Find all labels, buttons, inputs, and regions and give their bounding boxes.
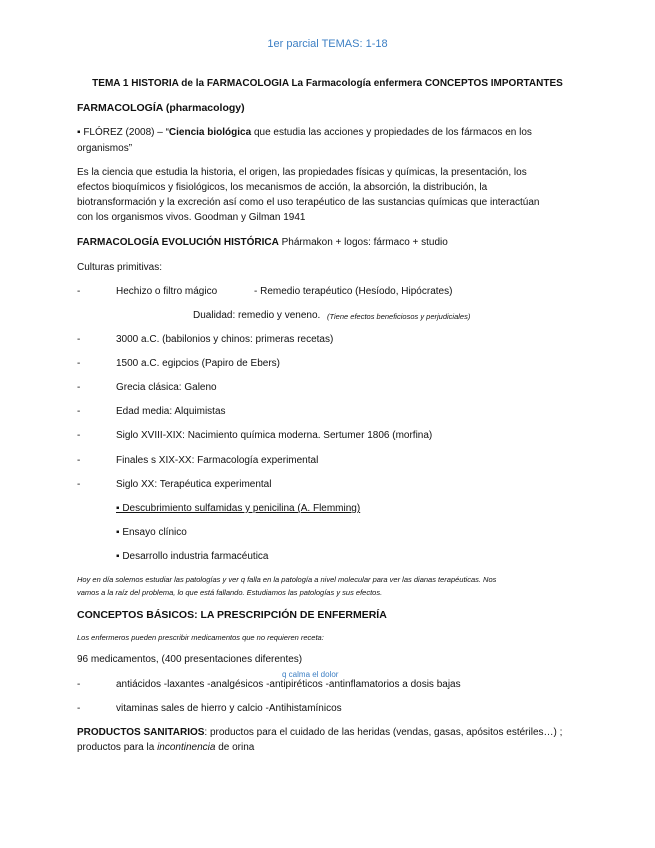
header-title: 1er parcial TEMAS: 1-18: [267, 38, 388, 50]
culturas-label: Culturas primitivas:: [77, 262, 163, 273]
paragraph-line: biotransformación y la excreción así como el uso terapéutico de las sustancias químicas que interactúan: [77, 197, 540, 208]
page-title: TEMA 1 HISTORIA de la FARMACOLOGIA La Farmacología enfermera CONCEPTOS IMPORTANTES: [92, 78, 563, 89]
note-line: vamos a la raíz del problema, lo que está fallando. Estudiamos las patologías y sus efectos.: [77, 588, 383, 597]
hechizo-item: Hechizo o filtro mágico: [116, 286, 218, 297]
productos-line2-pre: productos para la: [77, 742, 158, 753]
list-dash: -: [77, 382, 81, 393]
productos-line2-post: de orina: [215, 742, 255, 753]
dualidad-item: Dualidad: remedio y veneno.: [193, 310, 321, 321]
list-dash: -: [77, 286, 81, 297]
medicamentos-list: antiácidos -laxantes -analgésicos -antipiréticos -antinflamatorios a dosis bajas: [116, 679, 461, 690]
list-dash: -: [77, 703, 81, 714]
florez-bold: Ciencia biológica: [168, 127, 252, 138]
timeline-item: Edad media: Alquimistas: [116, 406, 226, 417]
calma-annotation: q calma el dolor: [282, 670, 339, 679]
list-dash: -: [77, 679, 81, 690]
paragraph-line: Es la ciencia que estudia la historia, el origen, las propiedades físicas y químicas, la presentación, los: [77, 167, 527, 178]
sub-bullet-item: ▪ Ensayo clínico: [116, 527, 187, 538]
paragraph-line: con los organismos vivos. Goodman y Gilman 1941: [77, 212, 306, 223]
remedio-item: - Remedio terapéutico (Hesíodo, Hipócrates): [254, 286, 453, 297]
list-dash: -: [77, 334, 81, 345]
enfermeros-note: Los enfermeros pueden prescribir medicamentos que no requieren receta:: [77, 633, 324, 642]
evolucion-rest: Phármakon + logos: fármaco + studio: [278, 237, 448, 248]
dualidad-note: (Tiene efectos beneficiosos y perjudiciales): [327, 312, 471, 321]
list-dash: -: [77, 406, 81, 417]
farmacologia-heading: FARMACOLOGÍA (pharmacology): [77, 102, 245, 114]
list-dash: -: [77, 430, 81, 441]
medicamentos-list: vitaminas sales de hierro y calcio -Antihistamínicos: [116, 703, 342, 714]
list-dash: -: [77, 479, 81, 490]
bullet-icon: ▪: [77, 127, 81, 138]
timeline-item: Siglo XVIII-XIX: Nacimiento química moderna. Sertumer 1806 (morfina): [116, 430, 433, 441]
florez-rest: que estudia las acciones y propiedades de los fármacos en los: [251, 127, 532, 138]
timeline-item: Finales s XIX-XX: Farmacología experimental: [116, 455, 319, 466]
florez-line: [77, 127, 532, 138]
florez-author: FLÓREZ (2008) – “: [83, 127, 169, 138]
productos-line2-italic: incontinencia: [157, 742, 216, 753]
timeline-item: Grecia clásica: Galeno: [116, 382, 217, 393]
productos-line-2: [77, 742, 254, 753]
paragraph-line: efectos bioquímicos y fisiológicos, los mecanismos de acción, la absorción, la distribución, la: [77, 182, 488, 193]
sub-bullet-item: ▪ Descubrimiento sulfamidas y penicilina (A. Flemming): [116, 503, 361, 514]
productos-rest: : productos para el cuidado de las heridas (vendas, gasas, apósitos estériles…) ;: [204, 727, 563, 738]
timeline-item: Siglo XX: Terapéutica experimental: [116, 479, 272, 490]
timeline-item: 3000 a.C. (babilonios y chinos: primeras recetas): [116, 334, 334, 345]
productos-line: [77, 727, 562, 738]
evolucion-line: [77, 237, 448, 248]
evolucion-heading: FARMACOLOGÍA EVOLUCIÓN HISTÓRICA: [77, 237, 279, 248]
list-dash: -: [77, 455, 81, 466]
note-line: Hoy en día solemos estudiar las patologías y ver q falla en la patología a nivel molecular para ver las dianas terapéuticas. Nos: [77, 575, 497, 584]
timeline-item: 1500 a.C. egipcios (Papiro de Ebers): [116, 358, 280, 369]
medicamentos-line: 96 medicamentos, (400 presentaciones diferentes): [77, 654, 303, 665]
productos-heading: PRODUCTOS SANITARIOS: [77, 727, 205, 738]
list-dash: -: [77, 358, 81, 369]
florez-line-2: organismos”: [77, 143, 133, 154]
sub-bullet-item: ▪ Desarrollo industria farmacéutica: [116, 551, 269, 562]
conceptos-heading: CONCEPTOS BÁSICOS: LA PRESCRIPCIÓN DE ENFERMERÍA: [77, 609, 387, 621]
